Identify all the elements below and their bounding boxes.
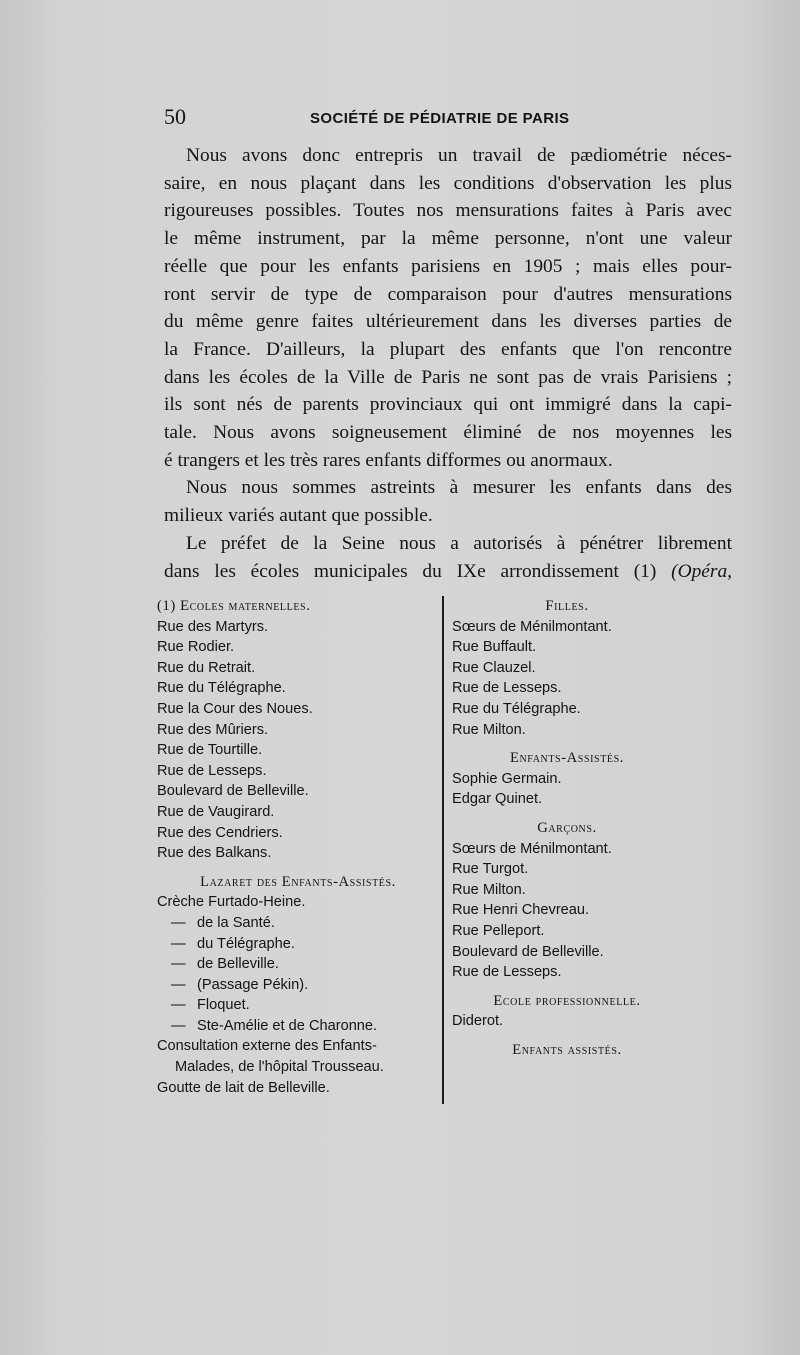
- dash-mark: —: [171, 1017, 186, 1034]
- list-item: Rue des Martyrs.: [157, 618, 269, 635]
- page-header: [164, 104, 734, 132]
- list-item-text: Floquet.: [197, 997, 250, 1014]
- text-line: Le préfet de la Seine nous a autorisés à pénétrer librement: [186, 532, 732, 554]
- section-heading: Ecole professionnelle.: [493, 992, 641, 1009]
- page-number: 50: [164, 104, 186, 129]
- spacer: [452, 810, 682, 818]
- main-text: [164, 142, 732, 585]
- list-item: [157, 1016, 439, 1037]
- list-item: Boulevard de Belleville.: [157, 783, 309, 800]
- text-line: ils sont nés de parents provinciaux qui ont immigré dans la capi-: [164, 394, 732, 416]
- list-item: [157, 954, 439, 975]
- section-heading: Enfants-Assistés.: [509, 750, 625, 767]
- list-item: Rue Henri Chevreau.: [452, 902, 590, 919]
- list-item: Rue du Retrait.: [157, 659, 256, 676]
- list-item: Rue Pelleport.: [452, 922, 545, 939]
- text-line: dans les écoles de la Ville de Paris ne sont pas de vrais Parisiens ;: [164, 366, 732, 388]
- list-item: Rue des Balkans.: [157, 845, 272, 862]
- paragraph-1: [164, 142, 732, 474]
- italic-text: (Opéra,: [671, 560, 732, 582]
- footnote-heading: (1) Ecoles maternelles.: [157, 598, 311, 614]
- spacer: [452, 740, 682, 748]
- list-item: Rue Rodier.: [157, 639, 235, 656]
- footnote-left-column: [157, 596, 439, 1098]
- list-item: Rue des Cendriers.: [157, 824, 283, 841]
- list-item: Crèche Furtado-Heine.: [157, 894, 306, 911]
- list-item: Sœurs de Ménilmontant.: [452, 618, 612, 635]
- list-item: [157, 995, 439, 1016]
- section-heading: Enfants assistés.: [512, 1041, 622, 1058]
- dash-mark: —: [171, 976, 186, 993]
- list-item: Rue la Cour des Noues.: [157, 700, 313, 717]
- spacer: [452, 1032, 682, 1040]
- spacer: [157, 864, 439, 872]
- list-item: Rue Clauzel.: [452, 659, 536, 676]
- running-head: SOCIÉTÉ DE PÉDIATRIE DE PARIS: [310, 110, 570, 127]
- list-item: Rue du Télégraphe.: [157, 680, 286, 697]
- list-item: [157, 934, 439, 955]
- list-item: Rue des Mûriers.: [157, 721, 269, 738]
- list-item: Diderot.: [452, 1013, 504, 1030]
- paragraph-3: [164, 530, 732, 585]
- list-item: Rue de Lesseps.: [452, 964, 562, 981]
- text-line: ront servir de type de comparaison pour d'autres mensurations: [164, 283, 732, 305]
- section-heading: Lazaret des Enfants-Assistés.: [200, 873, 396, 890]
- list-item: Rue de Tourtille.: [157, 742, 263, 759]
- list-item: Sophie Germain.: [452, 770, 562, 787]
- list-item: [157, 975, 439, 996]
- text-line: tale. Nous avons soigneusement éliminé de nos moyennes les: [164, 422, 732, 444]
- section-heading: Garçons.: [537, 819, 597, 836]
- text-line: Nous nous sommes astreints à mesurer les enfants dans des: [186, 477, 732, 499]
- list-item-text: de la Santé.: [197, 914, 275, 931]
- text-run: dans les écoles municipales du IXe arrondissement (1): [164, 560, 672, 582]
- list-item: [157, 913, 439, 934]
- list-item: Rue de Lesseps.: [452, 680, 562, 697]
- footnote-right-column: [452, 596, 682, 1060]
- list-item: Rue Buffault.: [452, 639, 537, 656]
- text-line: [164, 558, 732, 586]
- text-line: é trangers et les très rares enfants difformes ou anormaux.: [164, 449, 613, 471]
- text-line: le même instrument, par la même personne, n'ont une valeur: [164, 228, 732, 250]
- list-item-text: (Passage Pékin).: [197, 976, 309, 993]
- text-line: du même genre faites ultérieurement dans les diverses parties de: [164, 311, 732, 333]
- list-item: Rue Turgot.: [452, 861, 529, 878]
- list-item: Goutte de lait de Belleville.: [157, 1079, 330, 1096]
- list-item: Rue de Lesseps.: [157, 762, 267, 779]
- spacer: [452, 983, 682, 991]
- column-divider: [442, 596, 444, 1104]
- list-item: Boulevard de Belleville.: [452, 943, 604, 960]
- paragraph-2: [164, 474, 732, 529]
- list-item: Malades, de l'hôpital Trousseau.: [175, 1059, 384, 1076]
- text-line: saire, en nous plaçant dans les conditions d'observation les plus: [164, 172, 732, 194]
- dash-mark: —: [171, 914, 186, 931]
- dash-mark: —: [171, 956, 186, 973]
- text-line: réelle que pour les enfants parisiens en 1905 ; mais elles pour-: [164, 255, 732, 277]
- list-item-text: de Belleville.: [197, 956, 279, 973]
- text-line: rigoureuses possibles. Toutes nos mensurations faites à Paris avec: [164, 200, 732, 222]
- text-line: la France. D'ailleurs, la plupart des enfants que l'on rencontre: [164, 338, 732, 360]
- dash-mark: —: [171, 997, 186, 1014]
- list-item: Rue du Télégraphe.: [452, 700, 581, 717]
- text-line: milieux variés autant que possible.: [164, 505, 433, 527]
- text-line: Nous avons donc entrepris un travail de pædiométrie néces-: [186, 145, 732, 166]
- dash-mark: —: [171, 935, 186, 952]
- section-heading: Filles.: [545, 598, 589, 614]
- list-item: Rue Milton.: [452, 721, 526, 738]
- list-item: Consultation externe des Enfants-: [157, 1038, 377, 1055]
- list-item: Sœurs de Ménilmontant.: [452, 840, 612, 857]
- list-item-text: Ste-Amélie et de Charonne.: [197, 1017, 378, 1034]
- list-item: Edgar Quinet.: [452, 791, 543, 808]
- list-item: Rue Milton.: [452, 881, 526, 898]
- list-item: Rue de Vaugirard.: [157, 803, 275, 820]
- list-item-text: du Télégraphe.: [197, 935, 295, 952]
